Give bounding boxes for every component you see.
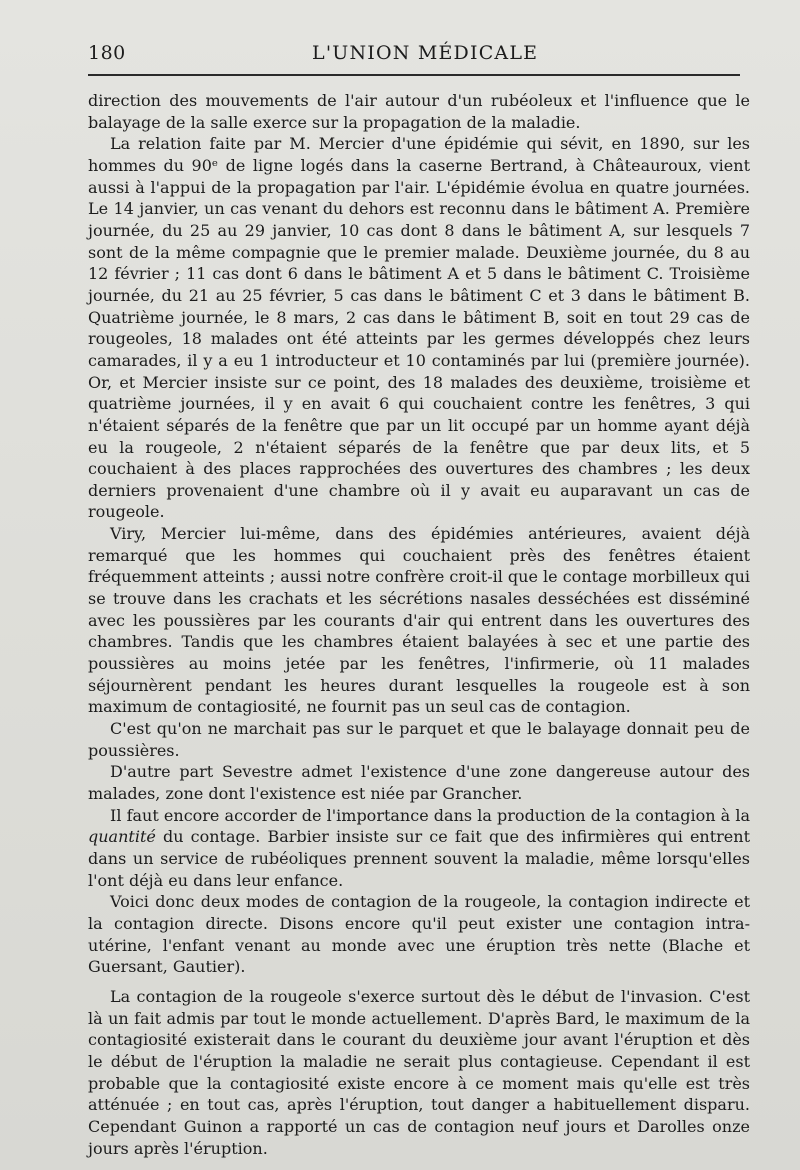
page-header	[0, 38, 800, 68]
paragraph-1: direction des mouvements de l'air autour d'un rubéoleux et l'influence que le balayage de la salle exerce sur la propagation de la maladie.	[88, 91, 750, 132]
paragraph-6-text-before: Il faut encore accorder de l'importance dans la production de la contagion à la	[110, 805, 750, 825]
header-rule	[88, 74, 740, 76]
page-number: 180	[88, 42, 126, 64]
paragraph-2: La relation faite par M. Mercier d'une épidémie qui sévit, en 1890, sur les hommes du 90ᵉ de ligne logés dans la caserne Bertrand, à Châteauroux, vient aussi à l'appui de la propagation par l'air. L'épidémie évolua en quatre journées. Le 14 janvier, un cas venant du dehors est reconnu dans le bâtiment A. Première journée, du 25 au 29 janvier, 10 cas dont 8 dans le bâtiment A, sur lesquels 7 sont de la même compagnie que le premier malade. Deuxième journée, du 8 au 12 février ; 11 cas dont 6 dans le bâtiment A et 5 dans le bâtiment C. Troisième journée, du 21 au 25 février, 5 cas dans le bâtiment C et 3 dans le bâtiment B. Quatrième journée, le 8 mars, 2 cas dans le bâtiment B, soit en tout 29 cas de rougeoles, 18 malades ont été atteints par les germes développés chez leurs camarades, il y a eu 1 introducteur et 10 contaminés par lui (première journée). Or, et Mercier insiste sur ce point, des 18 malades des deuxième, troisième et quatrième journées, il y en avait 6 qui couchaient contre les fenêtres, 3 qui n'étaient séparés de la fenêtre que par un lit occupé par un homme ayant déjà eu la rougeole, 2 n'étaient séparés de la fenêtre que par deux lits, et 5 couchaient à des places rapprochées des ouvertures des chambres ; les deux derniers provenaient d'une chambre où il y avait eu auparavant un cas de rougeole.	[88, 134, 750, 522]
paragraph-6	[88, 805, 750, 892]
body-text	[88, 90, 750, 1159]
paragraph-8: La contagion de la rougeole s'exerce surtout dès le début de l'invasion. C'est là un fait admis par tout le monde actuellement. D'après Bard, le maximum de la contagiosité existerait dans le courant du deuxième jour avant l'éruption et dès le début de l'éruption la maladie ne serait plus contagieuse. Cependant il est probable que la contagiosité existe encore à ce moment mais qu'elle est très atténuée ; en tout cas, après l'éruption, tout danger a habituellement disparu. Cependant Guinon a rapporté un cas de contagion neuf jours et Darolles onze jours après l'éruption.	[88, 986, 750, 1158]
paragraph-3: Viry, Mercier lui-même, dans des épidémies antérieures, avaient déjà remarqué que les hommes qui couchaient près des fenêtres étaient fréquemment atteints ; aussi notre confrère croit-il que le contage morbilleux qui se trouve dans les crachats et les sécrétions nasales desséchées est disséminé avec les poussières par les courants d'air qui entrent dans les ouvertures des chambres. Tandis que les chambres étaient balayées à sec et une partie des poussières au moins jetée par les fenêtres, l'infirmerie, où 11 malades séjournèrent pendant les heures durant lesquelles la rougeole est à son maximum de contagiosité, ne fournit pas un seul cas de contagion.	[88, 524, 750, 717]
paragraph-6-emphasis: quantité	[88, 827, 156, 847]
paragraph-6-text-after: du contage. Barbier insiste sur ce fait que des infirmières qui entrent dans un service de rubéoliques prennent souvent la maladie, même lorsqu'elles l'ont déjà eu dans leur enfance.	[88, 827, 750, 890]
paragraph-5: D'autre part Sevestre admet l'existence d'une zone dangereuse autour des malades, zone dont l'existence est niée par Grancher.	[88, 762, 750, 803]
paragraph-7: Voici donc deux modes de contagion de la rougeole, la contagion indirecte et la contagion directe. Disons encore qu'il peut exister une contagion intra-utérine, l'enfant venant au monde avec une éruption très nette (Blache et Guersant, Gautier).	[88, 892, 750, 977]
running-title: L'UNION MÉDICALE	[312, 42, 539, 64]
paragraph-4: C'est qu'on ne marchait pas sur le parquet et que le balayage donnait peu de poussières.	[88, 719, 750, 760]
